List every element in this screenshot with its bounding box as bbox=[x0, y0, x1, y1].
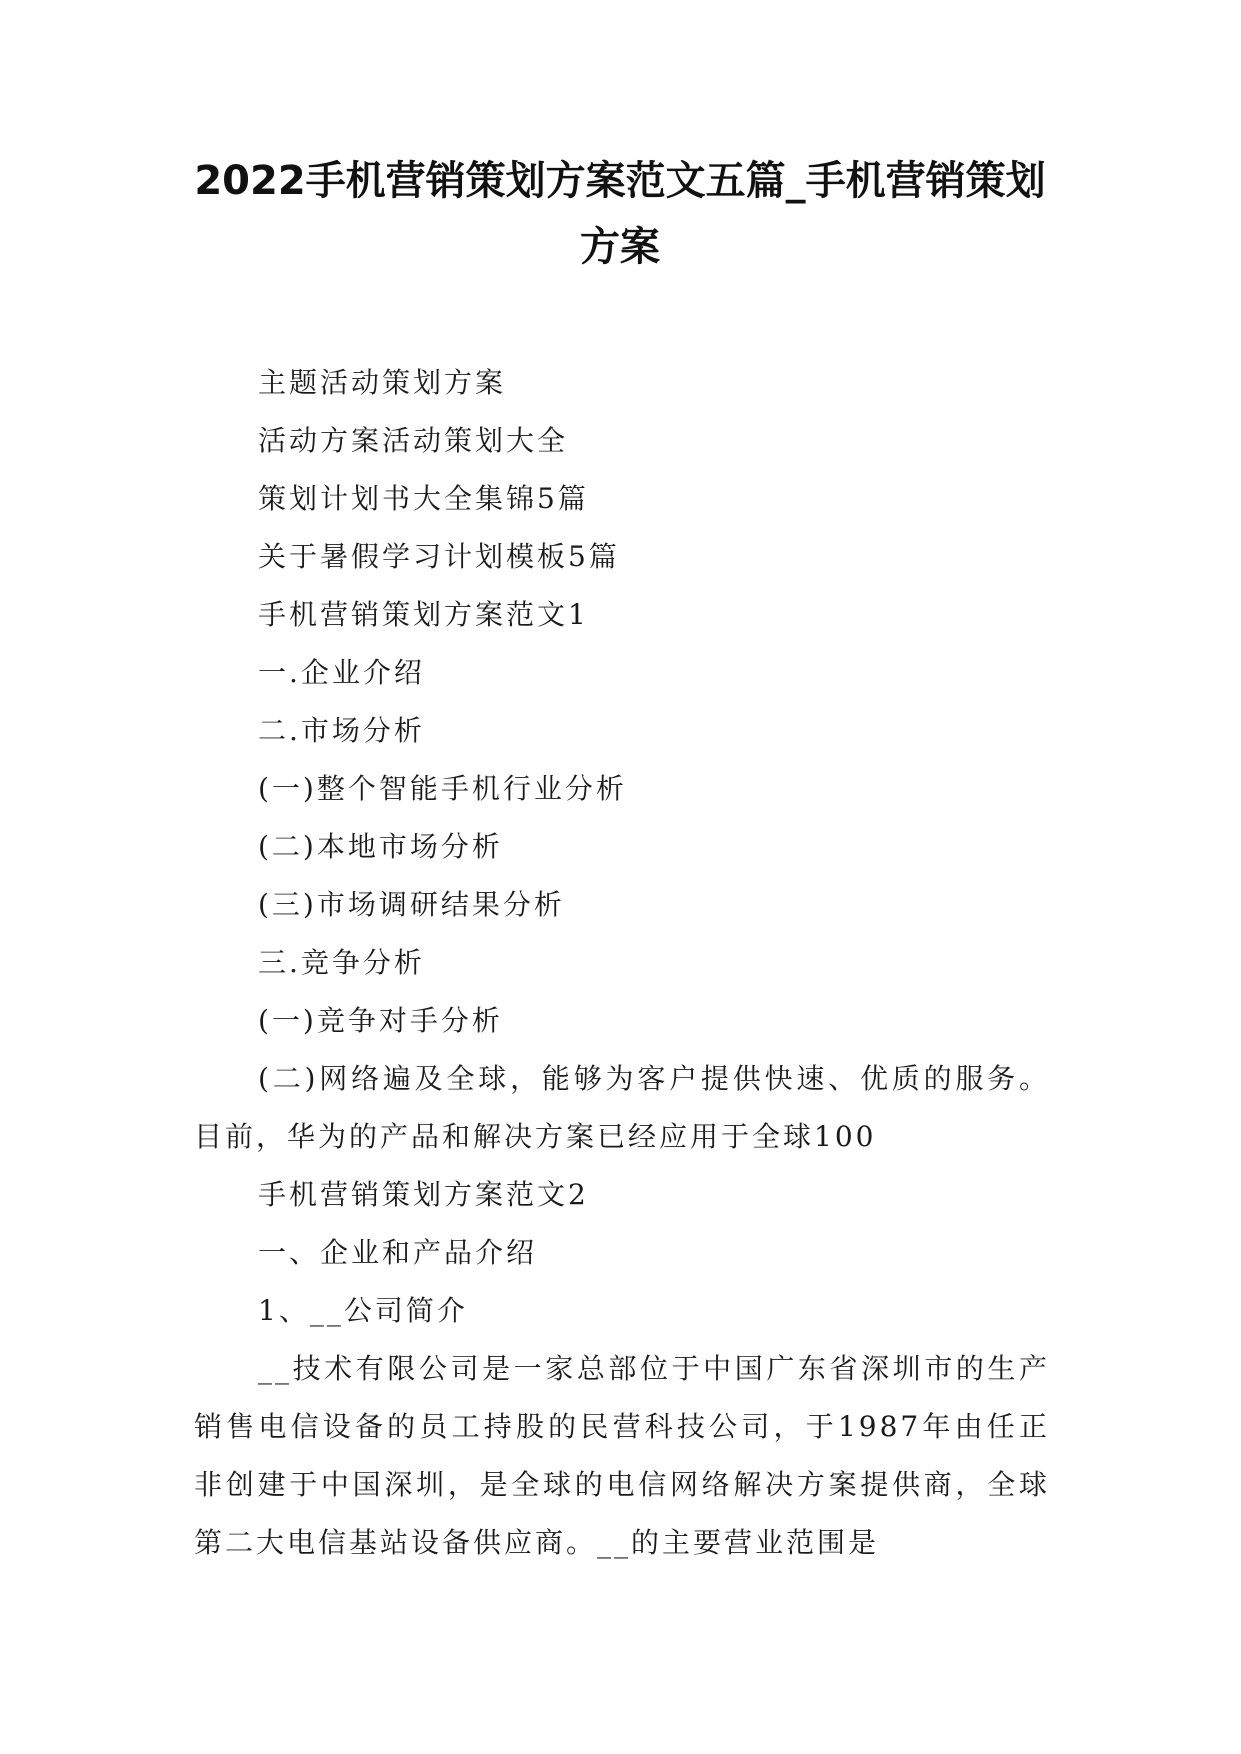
paragraph: 手机营销策划方案范文2 bbox=[258, 1178, 589, 1211]
paragraph: (二)本地市场分析 bbox=[258, 830, 503, 863]
document-body bbox=[194, 354, 1050, 1572]
paragraph: 主题活动策划方案 bbox=[258, 366, 507, 399]
paragraph: (一)整个智能手机行业分析 bbox=[258, 772, 627, 805]
paragraph: 一.企业介绍 bbox=[258, 656, 425, 689]
paragraph: 1、__公司简介 bbox=[258, 1294, 468, 1327]
document-title: 2022手机营销策划方案范文五篇_手机营销策划方案 bbox=[194, 158, 1046, 270]
paragraph: 策划计划书大全集锦5篇 bbox=[258, 482, 589, 515]
paragraph: 三.竞争分析 bbox=[258, 946, 425, 979]
paragraph: 二.市场分析 bbox=[258, 714, 425, 747]
paragraph: 一、企业和产品介绍 bbox=[258, 1236, 538, 1269]
paragraph: 手机营销策划方案范文1 bbox=[258, 598, 589, 631]
paragraph: 活动方案活动策划大全 bbox=[258, 424, 569, 457]
paragraph: __技术有限公司是一家总部位于中国广东省深圳市的生产销售电信设备的员工持股的民营科技公司，于1987年由任正非创建于中国深圳，是全球的电信网络解决方案提供商，全球第二大电信基站设备供应商。__的主要营业范围是 bbox=[194, 1352, 1050, 1559]
paragraph: (三)市场调研结果分析 bbox=[258, 888, 565, 921]
paragraph: 关于暑假学习计划模板5篇 bbox=[258, 540, 620, 573]
paragraph: (二)网络遍及全球，能够为客户提供快速、优质的服务。目前，华为的产品和解决方案已经应用于全球100 bbox=[194, 1062, 1050, 1153]
paragraph: (一)竞争对手分析 bbox=[258, 1004, 503, 1037]
